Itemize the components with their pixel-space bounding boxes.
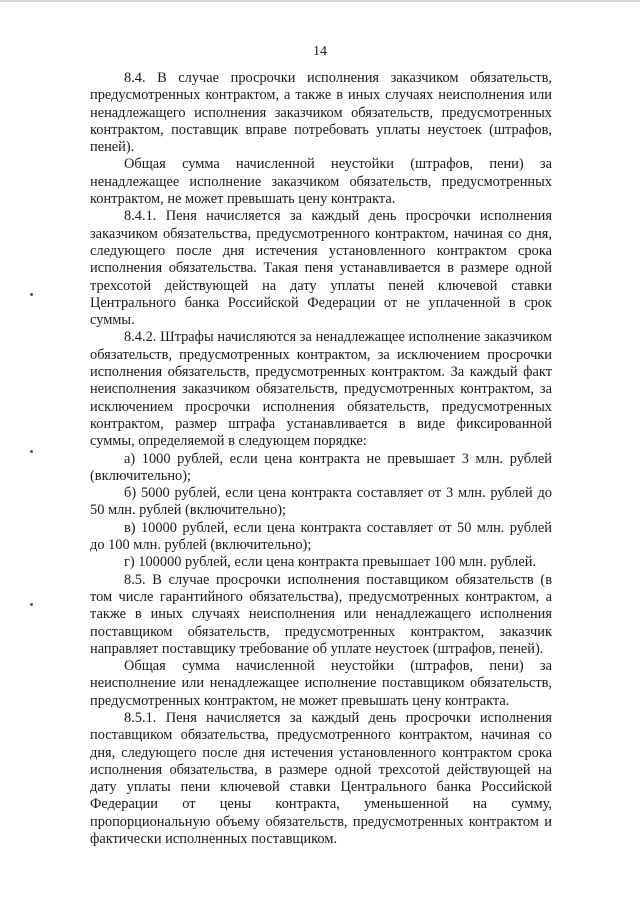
scan-speck (30, 603, 33, 606)
list-item-v: в) 10000 рублей, если цена контракта составляет от 50 млн. рублей до 100 млн. рублей (включительно); (90, 519, 552, 554)
scan-speck (30, 450, 33, 453)
scan-edge (0, 0, 640, 2)
paragraph-8-4-total: Общая сумма начисленной неустойки (штрафов, пени) за ненадлежащее исполнение заказчиком обязательств, предусмотренных контрактом, не может превышать цену контракта. (90, 156, 552, 208)
paragraph-8-5-1: 8.5.1. Пеня начисляется за каждый день просрочки исполнения поставщиком обязательства, предусмотренного контрактом, начиная со дня, следующего после дня истечения установленного контрактом срока исполнения обязательства, в размере одной трехсотой действующей на дату уплаты пени ключевой ставки Центрального банка Российской Федерации от цены контракта, уменьшенной на сумму, пропорциональную объему обязательств, предусмотренных контрактом и фактически исполненных поставщиком. (90, 709, 552, 848)
list-item-b: б) 5000 рублей, если цена контракта составляет от 3 млн. рублей до 50 млн. рублей (включительно); (90, 485, 552, 519)
paragraph-8-4-2: 8.4.2. Штрафы начисляются за ненадлежащее исполнение заказчиком обязательств, предусмотренных контрактом, за исключением просрочки исполнения обязательств, предусмотренных контрактом. За каждый факт неисполнения заказчиком обязательств, предусмотренных контрактом, за исключением просрочки исполнения обязательств, предусмотренных контрактом, размер штрафа устанавливается в виде фиксированной суммы, определяемой в следующем порядке: (90, 329, 552, 450)
paragraph-8-5-total: Общая сумма начисленной неустойки (штрафов, пени) за неисполнение или ненадлежащее исполнение поставщиком обязательств, предусмотренных контрактом, не может превышать цену контракта. (90, 658, 552, 709)
list-item-g: г) 100000 рублей, если цена контракта превышает 100 млн. рублей. (124, 554, 537, 571)
list-item-a: а) 1000 рублей, если цена контракта не превышает 3 млн. рублей (включительно); (90, 450, 552, 484)
paragraph-8-4: 8.4. В случае просрочки исполнения заказчиком обязательств, предусмотренных контрактом, а также в иных случаях неисполнения или ненадлежащего исполнения заказчиком обязательств, предусмотренных контрактом, поставщик вправе потребовать уплаты неустоек (штрафов, пеней). (90, 70, 552, 156)
document-body (90, 70, 552, 848)
page-number: 14 (313, 44, 327, 59)
paragraph-8-5: 8.5. В случае просрочки исполнения поставщиком обязательств (в том числе гарантийного обязательства), предусмотренных контрактом, а также в иных случаях неисполнения или ненадлежащего исполнения поставщиком обязательств, предусмотренных контрактом, заказчик направляет поставщику требование об уплате неустоек (штрафов, пеней). (90, 571, 552, 657)
scan-speck (30, 293, 33, 296)
paragraph-8-4-1: 8.4.1. Пеня начисляется за каждый день просрочки исполнения заказчиком обязательства, предусмотренного контрактом, начиная со дня, следующего после дня истечения установленного контрактом срока исполнения обязательства. Такая пеня устанавливается в размере одной трехсотой действующей на дату уплаты пеней ключевой ставки Центрального банка Российской Федерации от не уплаченной в срок суммы. (90, 208, 552, 329)
